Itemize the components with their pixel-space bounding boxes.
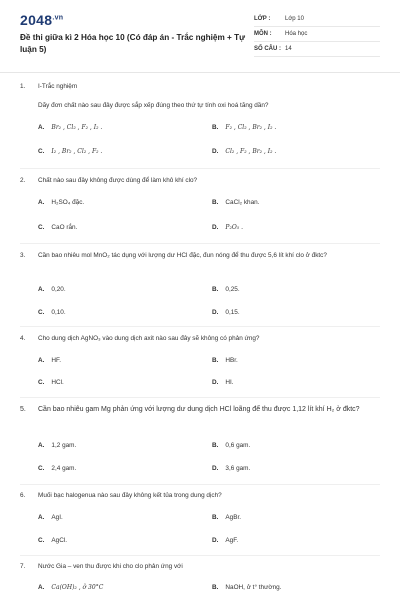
- option-c[interactable]: C. HCl.: [38, 379, 64, 386]
- divider: [254, 56, 380, 57]
- option-a[interactable]: A. 0,20.: [38, 286, 66, 293]
- divider: [20, 397, 380, 398]
- meta-label-count: SỐ CÂU :: [254, 46, 281, 52]
- option-b[interactable]: B. 0,25.: [212, 286, 240, 293]
- option-c[interactable]: C. 0,10.: [38, 309, 66, 316]
- meta-label-class: LỚP :: [254, 16, 271, 22]
- question-number: 6.: [20, 492, 26, 499]
- option-b[interactable]: B. HBr.: [212, 357, 238, 364]
- option-a[interactable]: A. Br₂ , Cl₂ , F₂ , I₂ .: [38, 124, 103, 131]
- question-text: Cần bao nhiêu mol MnO₂ tác dụng với lượng dư HCl đặc, đun nóng để thu được 5,6 lít khí clo ở đktc?: [38, 252, 327, 259]
- meta-label-subject: MÔN :: [254, 31, 272, 37]
- option-d[interactable]: D. HI.: [212, 379, 234, 386]
- option-a[interactable]: A. Ca(OH)₂ , ở 30°C: [38, 584, 104, 591]
- divider: [20, 243, 380, 244]
- option-a[interactable]: A. HF.: [38, 357, 61, 364]
- page-header: [0, 0, 400, 73]
- option-b[interactable]: B. AgBr.: [212, 514, 242, 521]
- question-number: 1.: [20, 83, 26, 90]
- site-logo[interactable]: [20, 12, 63, 28]
- logo-suffix: .vn: [52, 14, 64, 22]
- meta-value-subject: Hóa học: [285, 31, 308, 37]
- question-text: I-Trắc nghiệm: [38, 83, 78, 90]
- question-text: Dãy đơn chất nào sau đây được sắp xếp đúng theo thứ tự tính oxi hoá tăng dần?: [38, 102, 269, 109]
- divider: [20, 484, 380, 485]
- divider: [254, 41, 380, 42]
- option-c[interactable]: C. AgCl.: [38, 537, 68, 544]
- option-d[interactable]: D. 0,15.: [212, 309, 240, 316]
- option-c[interactable]: C. I₂ , Br₂ , Cl₂ , F₂ .: [38, 148, 103, 155]
- option-a[interactable]: A. H₂SO₄ đặc.: [38, 199, 85, 206]
- question-text: Muối bạc halogenua nào sau đây không kết tủa trong dung dịch?: [38, 492, 222, 499]
- divider: [20, 555, 380, 556]
- option-a[interactable]: A. AgI.: [38, 514, 63, 521]
- option-d[interactable]: D. P₂O₅ .: [212, 224, 243, 231]
- question-number: 4.: [20, 335, 26, 342]
- option-c[interactable]: C. CaO rắn.: [38, 224, 78, 231]
- exam-title: Đề thi giữa kì 2 Hóa học 10 (Có đáp án - Trắc nghiệm + Tự luận 5): [20, 33, 246, 54]
- option-d[interactable]: D. Cl₂ , F₂ , Br₂ , I₂ .: [212, 148, 277, 155]
- divider: [254, 26, 380, 27]
- meta-value-class: Lớp 10: [285, 16, 304, 22]
- question-number: 2.: [20, 177, 26, 184]
- logo-text: 2048: [20, 12, 53, 28]
- divider: [20, 326, 380, 327]
- question-text: Chất nào sau đây không được dùng để làm khô khí clo?: [38, 177, 198, 184]
- option-b[interactable]: B. 0,6 gam.: [212, 442, 251, 449]
- question-text: Cho dung dịch AgNO₃ vào dung dịch axit nào sau đây sẽ không có phản ứng?: [38, 335, 260, 342]
- option-b[interactable]: B. CaCl₂ khan.: [212, 199, 260, 206]
- option-b[interactable]: B. F₂ , Cl₂ , Br₂ , I₂ .: [212, 124, 277, 131]
- question-number: 5.: [20, 406, 26, 413]
- question-text: Nước Gia – ven thu được khi cho clo phản ứng với: [38, 563, 183, 570]
- option-d[interactable]: D. AgF.: [212, 537, 239, 544]
- question-number: 7.: [20, 563, 26, 570]
- meta-value-count: 14: [285, 46, 292, 52]
- question-text: Cần bao nhiêu gam Mg phản ứng với lượng dư dung dịch HCl loãng để thu được 1,12 lít khí H₂ ở đktc?: [38, 406, 360, 413]
- option-a[interactable]: A. 1,2 gam.: [38, 442, 77, 449]
- divider: [20, 168, 380, 169]
- option-c[interactable]: C. 2,4 gam.: [38, 465, 77, 472]
- option-d[interactable]: D. 3,6 gam.: [212, 465, 251, 472]
- question-number: 3.: [20, 252, 26, 259]
- option-b[interactable]: B. NaOH, ở t° thường.: [212, 584, 282, 591]
